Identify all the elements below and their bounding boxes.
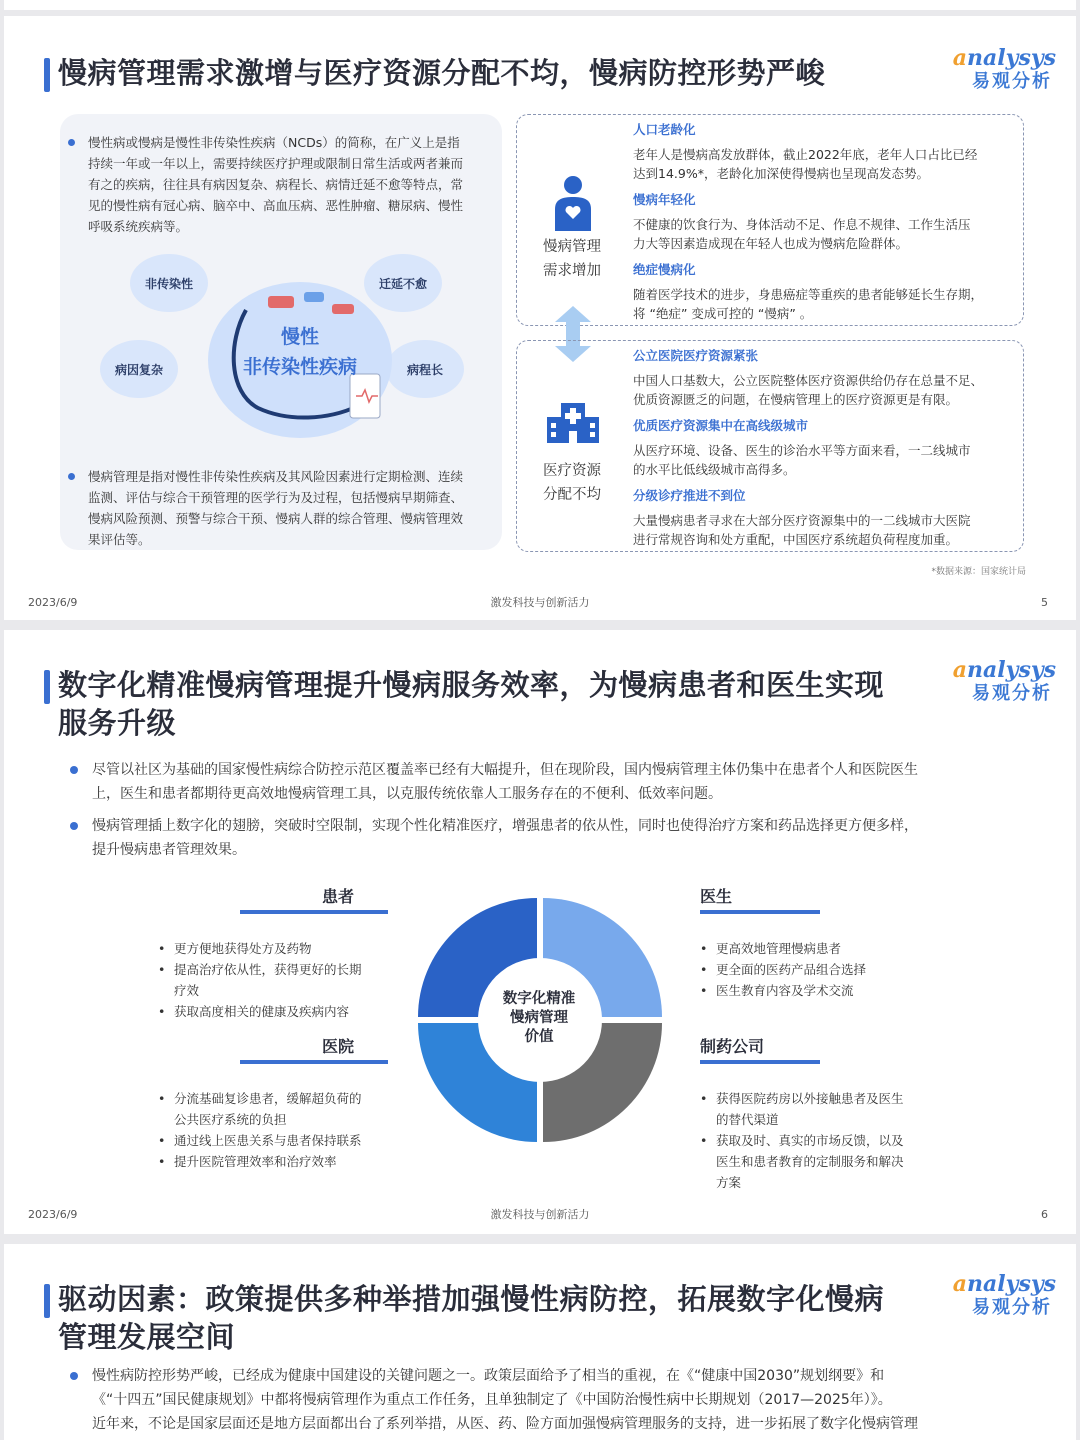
resource-public-title: 公立医院医疗资源紧张 [633,348,759,363]
ncd-management-text: 慢病管理是指对慢性非传染性疾病及其风险因素进行定期检测、连续 监测、评估与综合干预管理的医学行为及过程，包括慢病早期筛查、 慢病风险预测、预警与综合干预、慢病人群的综合管理、慢病管理效 果评估等。 [88,466,494,550]
patient-underline [240,910,388,914]
hospital-list: • 分流基础复诊患者，缓解超负荷的 公共医疗系统的负担 • 通过线上医患关系与患者保持联系 • 提升医院管理效率和治疗效率 [158,1088,398,1172]
page-number: 5 [1041,596,1048,609]
demand-cancer-text: 随着医学技术的进步，身患癌症等重疾的患者能够延长生存期， 将 “绝症” 变成可控的 “慢病” 。 [633,287,984,321]
donut-center-label: 数字化精准 慢病管理 价值 [502,991,576,1045]
resource-tier-text: 大量慢病患者寻求在大部分医疗资源集中的一二线城市大医院 进行常规咨询和处方重配，中国医疗系统超负荷程度加重。 [633,513,971,547]
demand-young-text: 不健康的饮食行为、身体活动不足、作息不规律、工作生活压 力大等因素造成现在年轻人也成为慢病危险群体。 [633,217,971,251]
doctor-heading: 医生 [700,887,733,906]
page-number: 6 [1041,1208,1048,1221]
hospital-heading: 医院 [322,1037,355,1056]
demand-young-title: 慢病年轻化 [633,192,696,207]
doctor-list: • 更高效地管理慢病患者 • 更全面的医药产品组合选择 • 医生教育内容及学术交流 [700,938,960,1001]
pharma-underline [700,1060,820,1064]
title-accent-bar [44,670,50,704]
slide-7 [4,1244,1076,1440]
patient-list: • 更方便地获得处方及药物 • 提高治疗依从性，获得更好的长期 疗效 • 获取高度相关的健康及疾病内容 [158,938,398,1022]
analysys-logo: analysys 易观分析 [952,657,1056,704]
resource-tier-title: 分级诊疗推进不到位 [633,488,746,503]
demand-cancer-title: 绝症慢病化 [633,262,696,277]
slide-6 [4,630,1076,1234]
resource-city-text: 从医疗环境、设备、医生的诊治水平等方面来看，一二线城市 的水平比低线级城市高得多。 [633,443,971,477]
patient-heart-icon [553,175,593,231]
data-source-note: *数据来源：国家统计局 [931,567,1026,577]
footer-slogan: 激发科技与创新活力 [490,596,590,609]
demand-label: 慢病管理 需求增加 [543,239,601,279]
footer-date: 2023/6/9 [28,596,78,609]
slide-title: 慢病管理需求激增与医疗资源分配不均，慢病防控形势严峻 [58,56,826,90]
title-accent-bar [44,58,50,92]
ncd-definition-panel [60,114,502,550]
pharma-heading: 制药公司 [700,1037,765,1056]
resource-city-title: 优质医疗资源集中在高线级城市 [633,418,809,433]
patient-heading: 患者 [322,887,355,906]
trait-bubble: 病因复杂 [100,340,178,398]
pharma-list: • 获得医院药房以外接触患者及医生 的替代渠道 • 获取及时、真实的市场反馈，以及 医生和患者教育的定制服务和解决 方案 [700,1088,940,1193]
slide-title: 数字化精准慢病管理提升慢病服务效率，为慢病患者和医生实现 服务升级 [58,668,885,740]
demand-aging-title: 人口老龄化 [633,122,696,137]
ncd-center-circle [208,282,392,438]
analysys-logo: analysys 易观分析 [952,45,1056,92]
trait-bubble: 迁延不愈 [364,254,442,312]
title-accent-bar [44,1284,50,1318]
trait-bubble: 病程长 [386,340,464,398]
doctor-underline [700,910,820,914]
footer-date: 2023/6/9 [28,1208,78,1221]
resource-label: 医疗资源 分配不均 [543,463,601,503]
hospital-underline [240,1060,388,1064]
policy-bullet: 慢性病防控形势严峻，已经成为健康中国建设的关键问题之一。政策层面给予了相当的重视，在《“健康中国2030”规划纲要》和 《“十四五”国民健康规划》中都将慢病管理作为重点工作任务，且单独制定了《中国防治慢性病中长期规划（2017—2025年）》。 近年来，不论是国家层面还是地方层面都出台了系列举措，从医、药、险方面加强慢病管理服务的支持，进一步拓展了数字化慢病管理 [92,1364,1032,1436]
center-title-line2: 非传染性疾病 [242,356,357,378]
demand-increase-box [516,114,1024,326]
resource-imbalance-box [516,340,1024,552]
analysys-logo: analysys 易观分析 [952,1271,1056,1318]
intro-bullet: 尽管以社区为基础的国家慢性病综合防控示范区覆盖率已经有大幅提升，但在现阶段，国内慢病管理主体仍集中在患者个人和医院医生 上，医生和患者都期待更高效地慢病管理工具，以克服传统依靠人工服务存在的不便利、低效率问题。 [92,758,1032,806]
resource-public-text: 中国人口基数大，公立医院整体医疗资源供给仍存在总量不足、 优质资源匮乏的问题，在慢病管理上的医疗资源更是有限。 [633,373,984,407]
intro-bullet: 慢病管理插上数字化的翅膀，突破时空限制，实现个性化精准医疗，增强患者的依从性，同时也使得治疗方案和药品选择更方便多样， 提升慢病患者管理效果。 [92,814,1032,862]
hospital-icon [547,403,599,443]
footer-slogan: 激发科技与创新活力 [490,1208,590,1221]
slide-title: 驱动因素：政策提供多种举措加强慢性病防控，拓展数字化慢病 管理发展空间 [58,1282,885,1354]
slide-5 [4,16,1076,620]
center-title-line1: 慢性 [280,326,319,348]
demand-aging-text: 老年人是慢病高发放群体，截止2022年底，老年人口占比已经 达到14.9%*，老龄化加深使得慢病也呈现高发态势。 [633,147,978,181]
previous-slide-edge [4,0,1076,10]
trait-bubble: 非传染性 [130,254,208,312]
ncd-definition-text: 慢性病或慢病是慢性非传染性疾病（NCDs）的简称，在广义上是指 持续一年或一年以上，需要持续医疗护理或限制日常生活或两者兼而 有之的疾病，往往具有病因复杂、病程长、病情迁延不愈等特点，常 见的慢性病有冠心病、脑卒中、高血压病、恶性肿瘤、糖尿病、慢性 呼吸系统疾病等。 [88,132,494,237]
